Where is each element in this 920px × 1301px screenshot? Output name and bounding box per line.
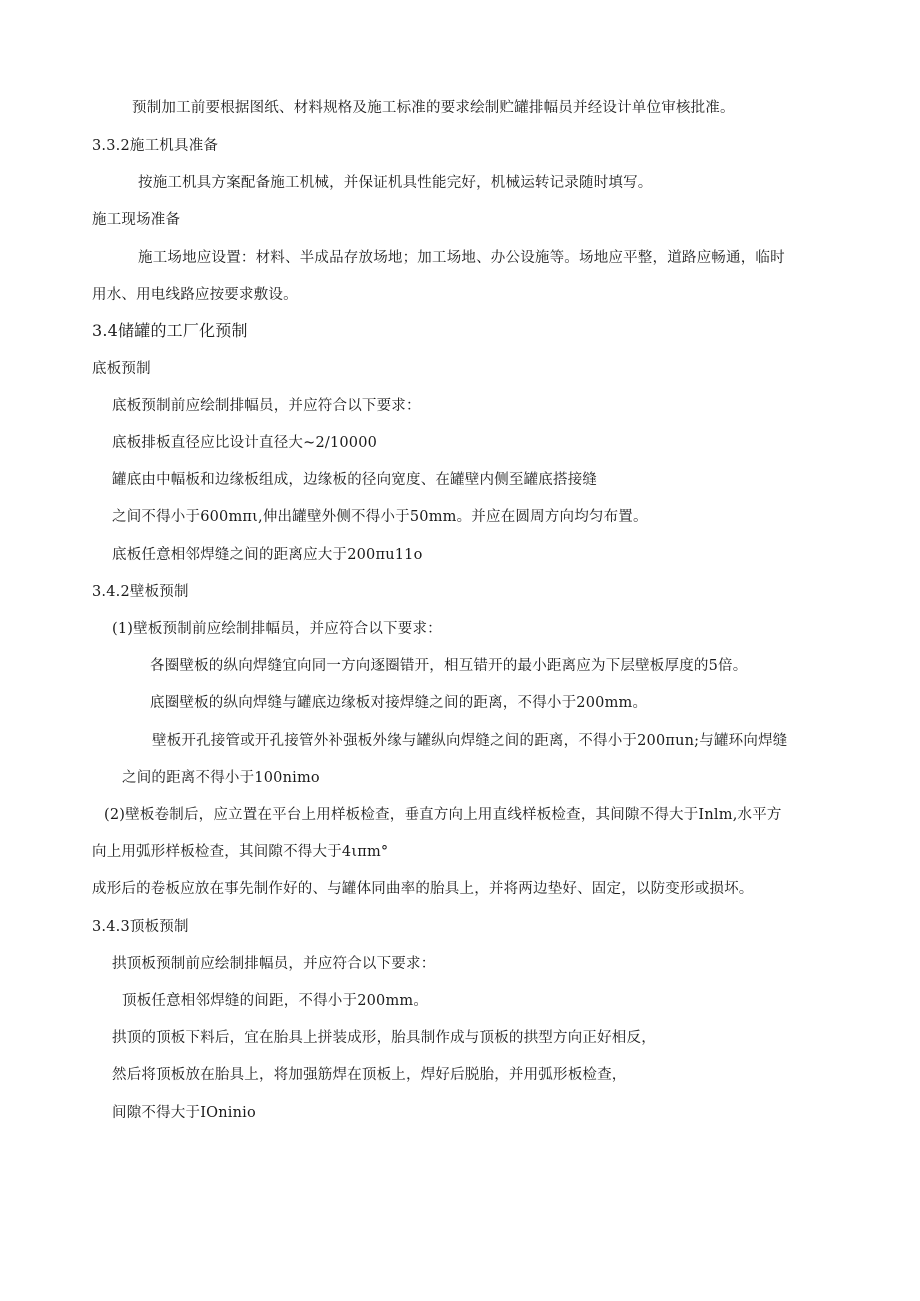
section-heading: 3.4.3顶板预制 [92, 919, 189, 935]
paragraph-line: 之间不得小于600mπι,伸出罐壁外侧不得小于50mm。并应在圆周方向均匀布置。 [112, 509, 648, 525]
paragraph-line: (1)壁板预制前应绘制排幅员，并应符合以下要求： [112, 621, 442, 637]
section-heading: 施工现场准备 [92, 212, 181, 228]
paragraph-line: 顶板任意相邻焊缝的间距，不得小于200mm。 [122, 993, 429, 1009]
paragraph-line: 底圈壁板的纵向焊缝与罐底边缘板对接焊缝之间的距离，不得小于200mm。 [150, 695, 648, 711]
paragraph-line: 各圈壁板的纵向焊缝宜向同一方向逐圈错开，相互错开的最小距离应为下层壁板厚度的5倍。 [150, 658, 748, 674]
paragraph-line: 按施工机具方案配备施工机械，并保证机具性能完好，机械运转记录随时填写。 [138, 175, 653, 191]
paragraph-line: 壁板开孔接管或开孔接管外补强板外缘与罐纵向焊缝之间的距离，不得小于200πun;与罐环向焊缝 [152, 733, 788, 749]
paragraph-line: 施工场地应设置：材料、半成品存放场地；加工场地、办公设施等。场地应平整，道路应畅通，临时 [138, 250, 785, 266]
section-heading: 3.4储罐的工厂化预制 [92, 321, 248, 340]
paragraph-line: 罐底由中幅板和边缘板组成，边缘板的径向宽度、在罐壁内侧至罐底搭接缝 [112, 472, 598, 488]
paragraph-line: 向上用弧形样板检查，其间隙不得大于4ιπm° [92, 844, 389, 860]
section-heading: 3.4.2壁板预制 [92, 584, 189, 600]
section-heading: 底板预制 [92, 361, 151, 377]
paragraph-line: 然后将顶板放在胎具上，将加强筋焊在顶板上，焊好后脱胎，并用弧形板检查， [112, 1067, 627, 1083]
paragraph-line: 底板任意相邻焊缝之间的距离应大于200πu11o [112, 547, 423, 563]
paragraph-line: 拱顶板预制前应绘制排幅员，并应符合以下要求： [112, 956, 436, 972]
paragraph-line: (2)壁板卷制后，应立置在平台上用样板检查，垂直方向上用直线样板检查，其间隙不得大于Inlm,水平方 [104, 807, 782, 823]
paragraph-line: 底板排板直径应比设计直径大~2/10000 [112, 435, 378, 451]
paragraph-line: 之间的距离不得小于100nimo [122, 770, 320, 786]
paragraph-line: 底板预制前应绘制排幅员，并应符合以下要求： [112, 398, 421, 414]
paragraph-line: 用水、用电线路应按要求敷设。 [92, 287, 298, 303]
paragraph-line: 预制加工前要根据图纸、材料规格及施工标准的要求绘制贮罐排幅员并经设计单位审核批准。 [132, 100, 735, 116]
paragraph-line: 间隙不得大于IOninio [112, 1105, 256, 1121]
paragraph-line: 拱顶的顶板下料后，宜在胎具上拼装成形，胎具制作成与顶板的拱型方向正好相反， [112, 1030, 656, 1046]
paragraph-line: 成形后的卷板应放在事先制作好的、与罐体同曲率的胎具上，并将两边垫好、固定，以防变形或损坏。 [92, 881, 754, 897]
section-heading: 3.3.2施工机具准备 [92, 138, 219, 154]
